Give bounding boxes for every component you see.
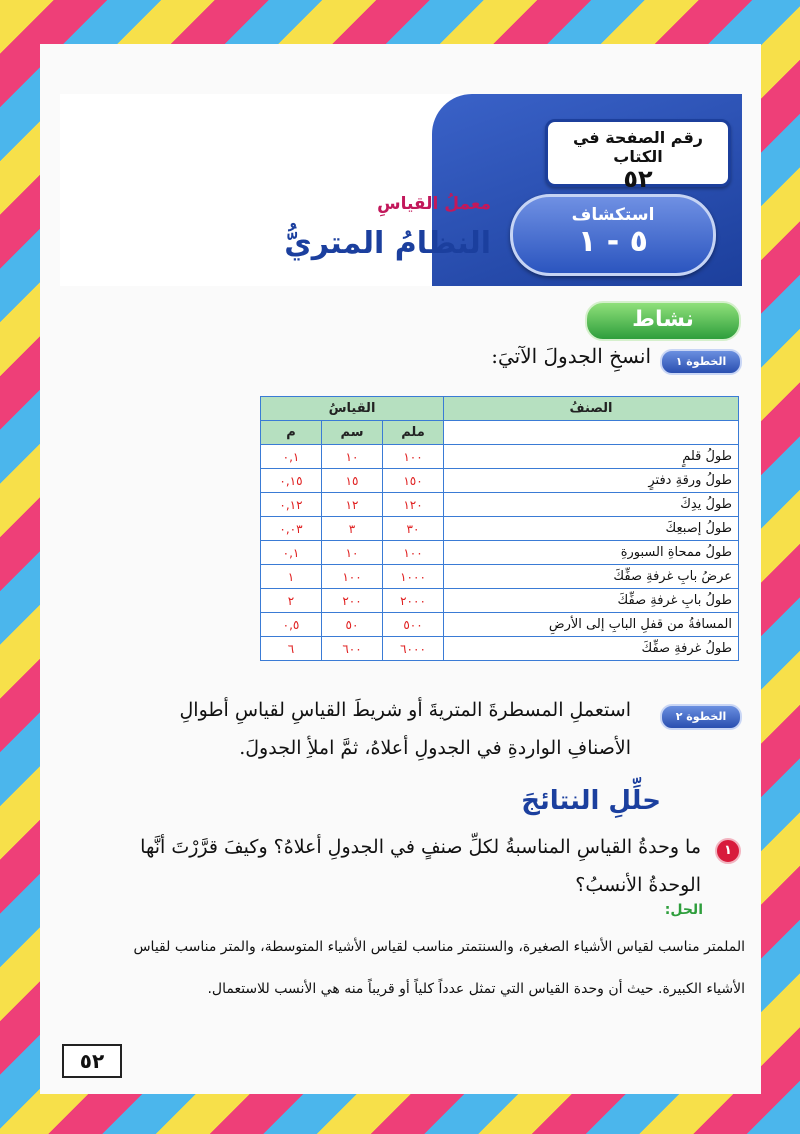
row-cm: ١٥ (322, 469, 383, 493)
row-cm: ١٠ (322, 541, 383, 565)
row-mm: ٢٠٠٠ (383, 589, 444, 613)
row-item: طولُ غرفةِ صفِّكَ (444, 637, 739, 661)
book-page-reference (545, 119, 731, 193)
row-m: ٠,١٢ (261, 493, 322, 517)
row-m: ٦ (261, 637, 322, 661)
table-row (261, 469, 739, 493)
table-row (261, 445, 739, 469)
row-item: المسافةُ من قفلِ البابِ إلى الأرضِ (444, 613, 739, 637)
page-ref-number: ٥٢ (623, 165, 653, 193)
step1-text: انسخِ الجدولَ الآتيَ: (491, 344, 651, 368)
measurement-table (260, 396, 739, 661)
header-item: الصنفُ (444, 397, 739, 421)
row-cm: ٥٠ (322, 613, 383, 637)
page-number: ٥٢ (62, 1044, 122, 1078)
page-ref-label: رقم الصفحة في الكتاب (572, 128, 704, 166)
worksheet-page (40, 44, 761, 1094)
explore-number: ٥ - ١ (578, 224, 648, 259)
table-row (261, 613, 739, 637)
results-title: حلِّلِ النتائجَ (521, 786, 661, 816)
row-cm: ١٠٠ (322, 565, 383, 589)
row-mm: ٦٠٠٠ (383, 637, 444, 661)
row-m: ١ (261, 565, 322, 589)
solution-label: الحل: (664, 902, 703, 918)
step2-badge: الخطوة ٢ (660, 704, 742, 730)
row-cm: ٣ (322, 517, 383, 541)
row-mm: ١٠٠ (383, 445, 444, 469)
row-item: طولُ قلمٍ (444, 445, 739, 469)
step2-text-line1: استعملِ المسطرةَ المتريةَ أو شريطَ القياسِ لقياسِ أطوالِ (179, 699, 631, 721)
lab-title: معملُ القياسِ (377, 194, 491, 214)
unit-m: م (261, 421, 322, 445)
row-m: ٠,١ (261, 541, 322, 565)
row-m: ٢ (261, 589, 322, 613)
row-m: ٠,٠٣ (261, 517, 322, 541)
table-row (261, 565, 739, 589)
solution-line1: الملمتر مناسب لقياس الأشياء الصغيرة، والسنتمتر مناسب لقياس الأشياء المتوسطة، والمتر مناسب لقياس (133, 939, 745, 955)
header-measure: القياسُ (261, 397, 444, 421)
lesson-title: النظامُ المتريُّ (284, 226, 491, 261)
table-row (261, 493, 739, 517)
solution-line2: الأشياء الكبيرة. حيث أن وحدة القياس التي تمثل عدداً كلياً أو قريباً منه هي الأنسب للاستعمال. (207, 981, 745, 997)
question-number: ١ (715, 838, 741, 864)
unit-mm: ملم (383, 421, 444, 445)
row-item: طولُ ممحاةِ السبورةِ (444, 541, 739, 565)
step2-text-line2: الأصنافِ الواردةِ في الجدولِ أعلاهُ، ثمَّ املأِ الجدولَ. (239, 737, 631, 759)
row-mm: ١٥٠ (383, 469, 444, 493)
activity-label: نشاط (585, 301, 741, 341)
header-item-blank (444, 421, 739, 445)
row-mm: ٥٠٠ (383, 613, 444, 637)
table-row (261, 637, 739, 661)
solution-text (60, 926, 745, 1010)
row-mm: ١٢٠ (383, 493, 444, 517)
row-item: طولُ يدِكَ (444, 493, 739, 517)
row-mm: ١٠٠٠ (383, 565, 444, 589)
row-item: طولُ ورقةِ دفترٍ (444, 469, 739, 493)
question1-line1: ما وحدةُ القياسِ المناسبةُ لكلِّ صنفٍ في الجدولِ أعلاهُ؟ وكيفَ قرَّرْتَ أنَّها (140, 836, 701, 858)
row-cm: ١٠ (322, 445, 383, 469)
table-row (261, 541, 739, 565)
row-mm: ٣٠ (383, 517, 444, 541)
row-m: ٠,١٥ (261, 469, 322, 493)
unit-cm: سم (322, 421, 383, 445)
table-row (261, 589, 739, 613)
row-m: ٠,١ (261, 445, 322, 469)
row-cm: ٦٠٠ (322, 637, 383, 661)
row-item: طولُ إصبعِكَ (444, 517, 739, 541)
row-mm: ١٠٠ (383, 541, 444, 565)
explore-label: استكشاف (571, 205, 655, 225)
step1-badge: الخطوة ١ (660, 349, 742, 375)
row-cm: ٢٠٠ (322, 589, 383, 613)
explore-badge (510, 194, 716, 276)
table-row (261, 517, 739, 541)
row-item: عرضُ بابِ غرفةِ صفِّكَ (444, 565, 739, 589)
question1-line2: الوحدةُ الأنسبُ؟ (575, 874, 701, 896)
row-cm: ١٢ (322, 493, 383, 517)
row-item: طولُ بابِ غرفةِ صفِّكَ (444, 589, 739, 613)
row-m: ٠,٥ (261, 613, 322, 637)
